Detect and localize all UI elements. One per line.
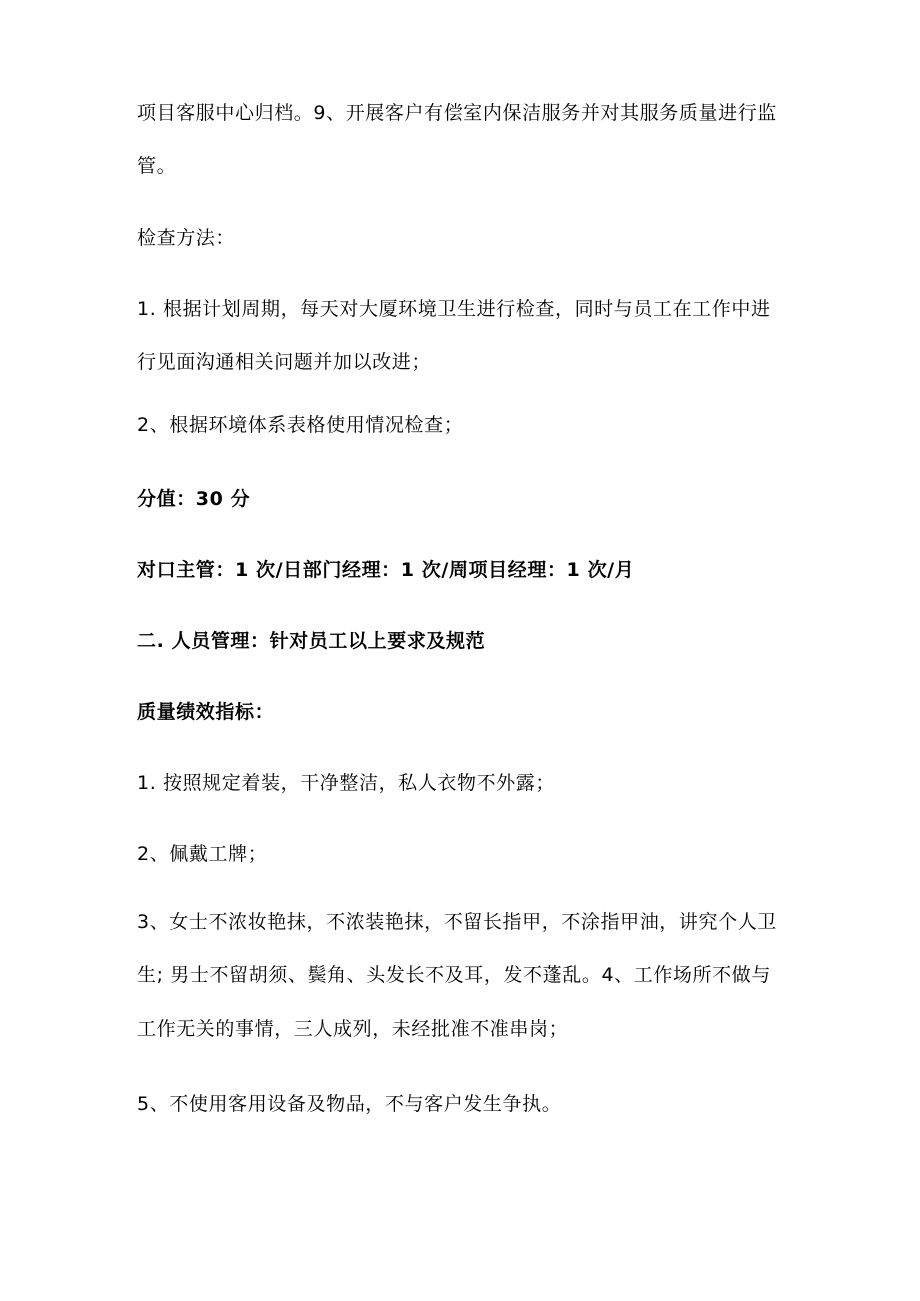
text-line-supervision: 管。 bbox=[137, 155, 177, 177]
text-line-inspection-item-1-cont: 行见面沟通相关问题并加以改进； bbox=[137, 351, 432, 373]
text-line-kpi-item-4-cont: 工作无关的事情，三人成列，未经批准不准串岗； bbox=[137, 1018, 569, 1040]
inspection-frequency-line: 对口主管：1 次/日部门经理：1 次/周项目经理：1 次/月 bbox=[137, 559, 635, 581]
inspection-method-heading: 检查方法： bbox=[137, 227, 236, 249]
quality-kpi-heading: 质量绩效指标： bbox=[137, 701, 275, 723]
text-line-kpi-item-5: 5、不使用客用设备及物品，不与客户发生争执。 bbox=[137, 1093, 562, 1115]
text-line-kpi-item-1: 1. 按照规定着装，干净整洁，私人衣物不外露； bbox=[137, 772, 555, 794]
score-value-line: 分值：30 分 bbox=[137, 488, 251, 510]
text-line-kpi-item-2: 2、佩戴工牌； bbox=[137, 843, 268, 865]
text-line-archive-and-cleaning-service: 项目客服中心归档。9、开展客户有偿室内保洁服务并对其服务质量进行监 bbox=[137, 102, 777, 124]
text-line-inspection-item-2: 2、根据环境体系表格使用情况检查； bbox=[137, 414, 464, 436]
text-line-kpi-item-3: 3、女士不浓妆艳抹，不浓装艳抹，不留长指甲，不涂指甲油，讲究个人卫 bbox=[137, 911, 777, 933]
text-line-inspection-item-1: 1. 根据计划周期，每天对大厦环境卫生进行检查，同时与员工在工作中进 bbox=[137, 298, 771, 320]
personnel-management-heading: 二. 人员管理：针对员工以上要求及规范 bbox=[137, 630, 486, 652]
text-line-kpi-item-3-cont: 生; 男士不留胡须、鬓角、头发长不及耳，发不蓬乱。4、工作场所不做与 bbox=[137, 964, 771, 986]
